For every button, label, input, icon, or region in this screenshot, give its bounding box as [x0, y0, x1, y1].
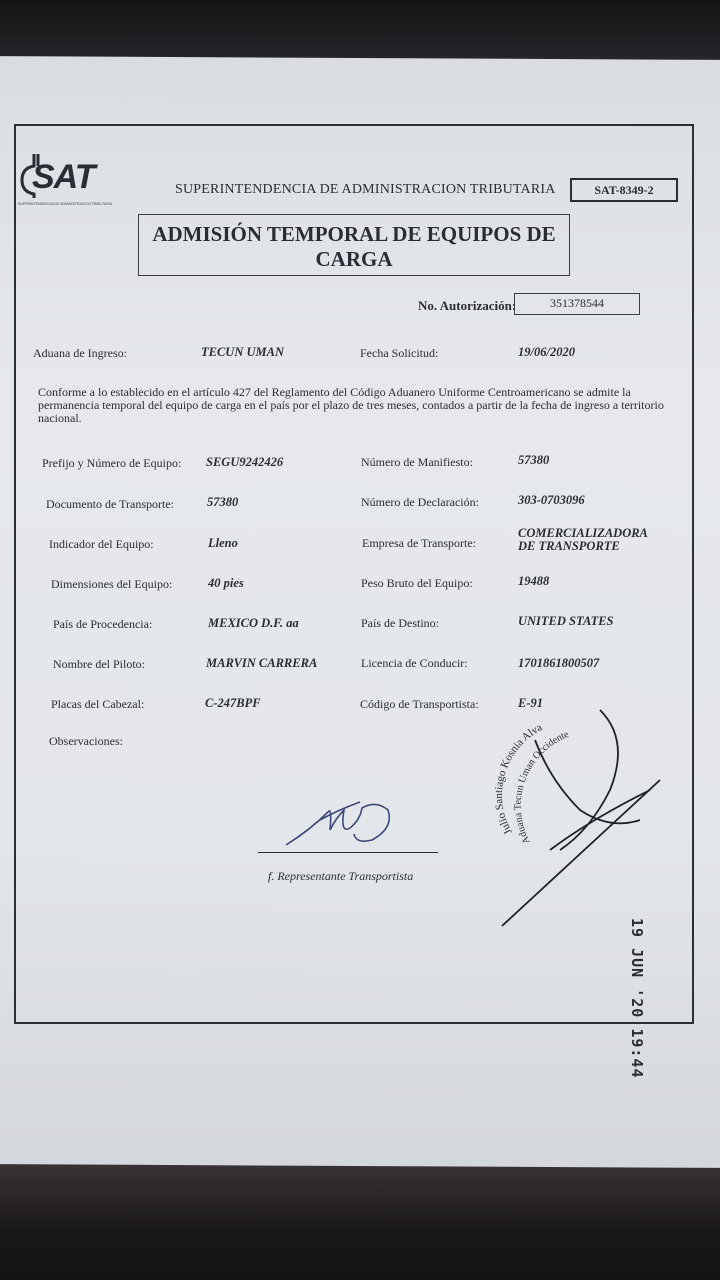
origin-label: País de Procedencia: [53, 617, 153, 631]
plates-label: Placas del Cabezal: [51, 697, 145, 711]
weight-value: 19488 [518, 574, 550, 588]
customs-label: Aduana de Ingreso: [33, 346, 127, 360]
title-line-2: CARGA [315, 247, 393, 271]
driver-label: Nombre del Piloto: [53, 657, 145, 671]
company-value [518, 527, 648, 553]
declaration-label: Número de Declaración: [361, 495, 479, 509]
license-value: 1701861800507 [518, 656, 600, 670]
stamp-name: Julio Santiago Kosnia Alva [492, 721, 545, 837]
signature-caption: f. Representante Transportista [268, 869, 414, 883]
weight-label: Peso Bruto del Equipo: [361, 576, 473, 590]
authorization-label: No. Autorización: [418, 298, 517, 313]
company-value-line-2: DE TRANSPORTE [518, 539, 620, 553]
destination-label: País de Destino: [361, 616, 439, 630]
request-date-value: 19/06/2020 [518, 345, 575, 359]
declaration-value: 303-0703096 [518, 493, 585, 507]
carrier-code-value: E-91 [518, 696, 543, 710]
sat-logo [18, 150, 118, 212]
carrier-signature [280, 790, 410, 852]
indicator-label: Indicador del Equipo: [49, 537, 154, 551]
background-bottom [0, 1160, 720, 1280]
logo-subtitle: SUPERINTENDENCIA DE ADMINISTRACION TRIBUTARIA [18, 202, 112, 206]
plates-value: C-247BPF [205, 696, 261, 710]
dimensions-value: 40 pies [208, 576, 244, 590]
customs-value: TECUN UMAN [201, 345, 284, 359]
equipment-value: SEGU9242426 [206, 455, 284, 469]
legal-text: Conforme a lo establecido en el artículo 427 del Reglamento del Código Aduanero Uniforme Centroamericano se admite la permanencia temporal del equipo de carga en el país por el plazo de tres meses, contados a partir de la fecha de ingreso a territorio nacional. [38, 385, 664, 425]
stamp-date: 19 JUN '20 19:44 [628, 918, 646, 1079]
equipment-label: Prefijo y Número de Equipo: [42, 456, 182, 470]
logo-text: SAT [32, 158, 95, 196]
indicator-value: Lleno [208, 536, 238, 550]
document-title [138, 214, 570, 276]
manifest-label: Número de Manifiesto: [361, 455, 473, 469]
origin-value: MEXICO D.F. aa [208, 616, 299, 630]
stamp-org: Aduana Tecun Uman Occidente [512, 728, 571, 846]
observations-label: Observaciones: [49, 734, 123, 748]
company-label: Empresa de Transporte: [362, 536, 476, 550]
customs-stamp [490, 700, 670, 940]
authorization-number: 351378544 [514, 293, 640, 315]
signature-line [258, 852, 438, 853]
agency-name: SUPERINTENDENCIA DE ADMINISTRACION TRIBUTARIA [175, 182, 556, 197]
transport-doc-value: 57380 [207, 495, 239, 509]
driver-value: MARVIN CARRERA [206, 656, 318, 670]
carrier-code-label: Código de Transportista: [360, 697, 479, 711]
manifest-value: 57380 [518, 453, 550, 467]
destination-value: UNITED STATES [518, 614, 614, 628]
transport-doc-label: Documento de Transporte: [46, 497, 174, 511]
title-line-1: ADMISIÓN TEMPORAL DE EQUIPOS DE [152, 222, 556, 246]
form-number: SAT-8349-2 [570, 178, 678, 202]
license-label: Licencia de Conducir: [361, 656, 468, 670]
request-date-label: Fecha Solicitud: [360, 346, 439, 360]
company-value-line-1: COMERCIALIZADORA [518, 526, 648, 540]
dimensions-label: Dimensiones del Equipo: [51, 577, 173, 591]
